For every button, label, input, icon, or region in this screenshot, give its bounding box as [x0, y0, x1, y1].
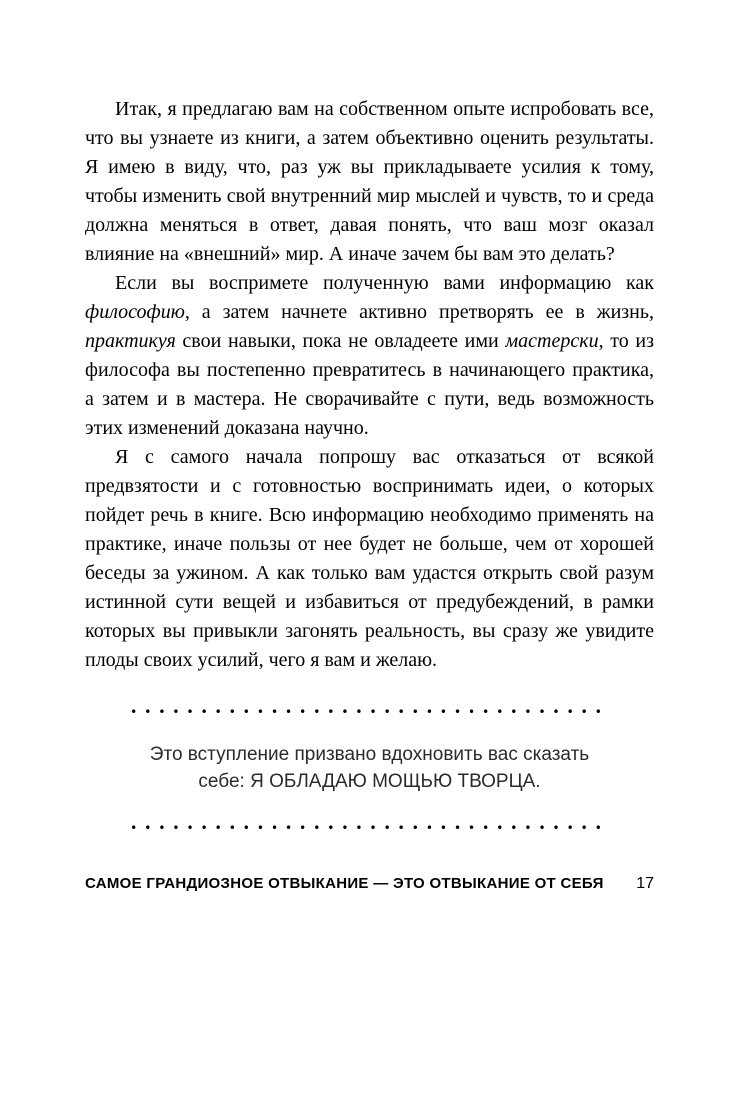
paragraph-2-segment-italic: философию — [85, 301, 185, 323]
paragraph-2-segment: , а затем начнете активно претворять ее в жизнь, — [184, 301, 654, 323]
paragraph-1-text: Итак, я предлагаю вам на собственном опыте испробовать все, что вы узнаете из книги, а затем объективно оценить результаты. Я имею в виду, что, раз уж вы прикладываете усилия к тому, чтобы изменить свой внутренний мир мыслей и чувств, то и среда должна меняться в ответ, давая понять, что ваш мозг оказал влияние на «внешний» мир. А иначе зачем бы вам это делать? — [85, 98, 654, 265]
paragraph-2-segment-italic: практикуя — [85, 330, 176, 352]
dotted-separator-bottom: •••••••••••••••••••••••••••••••••• — [130, 821, 609, 835]
dotted-separator-top: •••••••••••••••••••••••••••••••••• — [130, 705, 609, 719]
page-body — [85, 95, 654, 675]
paragraph-2-segment: свои навыки, пока не овладеете ими — [175, 330, 506, 352]
running-footer-text: САМОЕ ГРАНДИОЗНОЕ ОТВЫКАНИЕ — ЭТО ОТВЫКАНИЕ ОТ СЕБЯ — [85, 875, 604, 892]
affirmation-callout: Это вступление призвано вдохновить вас сказать себе: Я ОБЛАДАЮ МОЩЬЮ ТВОРЦА. — [149, 744, 590, 792]
paragraph-2 — [85, 269, 654, 443]
paragraph-1 — [85, 95, 654, 269]
page-number: 17 — [636, 875, 654, 892]
paragraph-2-segment: Если вы воспримете полученную вами информацию как — [115, 272, 654, 294]
page-footer — [85, 875, 654, 893]
paragraph-2-segment: , то из философа вы постепенно превратитесь в начинающего практика, а затем и в мастера. Не сворачивайте с пути, ведь возможность этих изменений доказана научно. — [85, 330, 654, 439]
paragraph-3 — [85, 443, 654, 675]
paragraph-2-segment-italic: мастерски — [505, 330, 599, 352]
paragraph-3-text: Я с самого начала попрошу вас отказаться от всякой предвзятости и с готовностью воспринимать идеи, о которых пойдет речь в книге. Всю информацию необходимо применять на практике, иначе пользы от нее будет не больше, чем от хорошей беседы за ужином. А как только вам удастся открыть свой разум истинной сути вещей и избавиться от предубеждений, в рамки которых вы привыкли загонять реальность, вы сразу же увидите плоды своих усилий, чего я вам и желаю. — [85, 446, 654, 671]
